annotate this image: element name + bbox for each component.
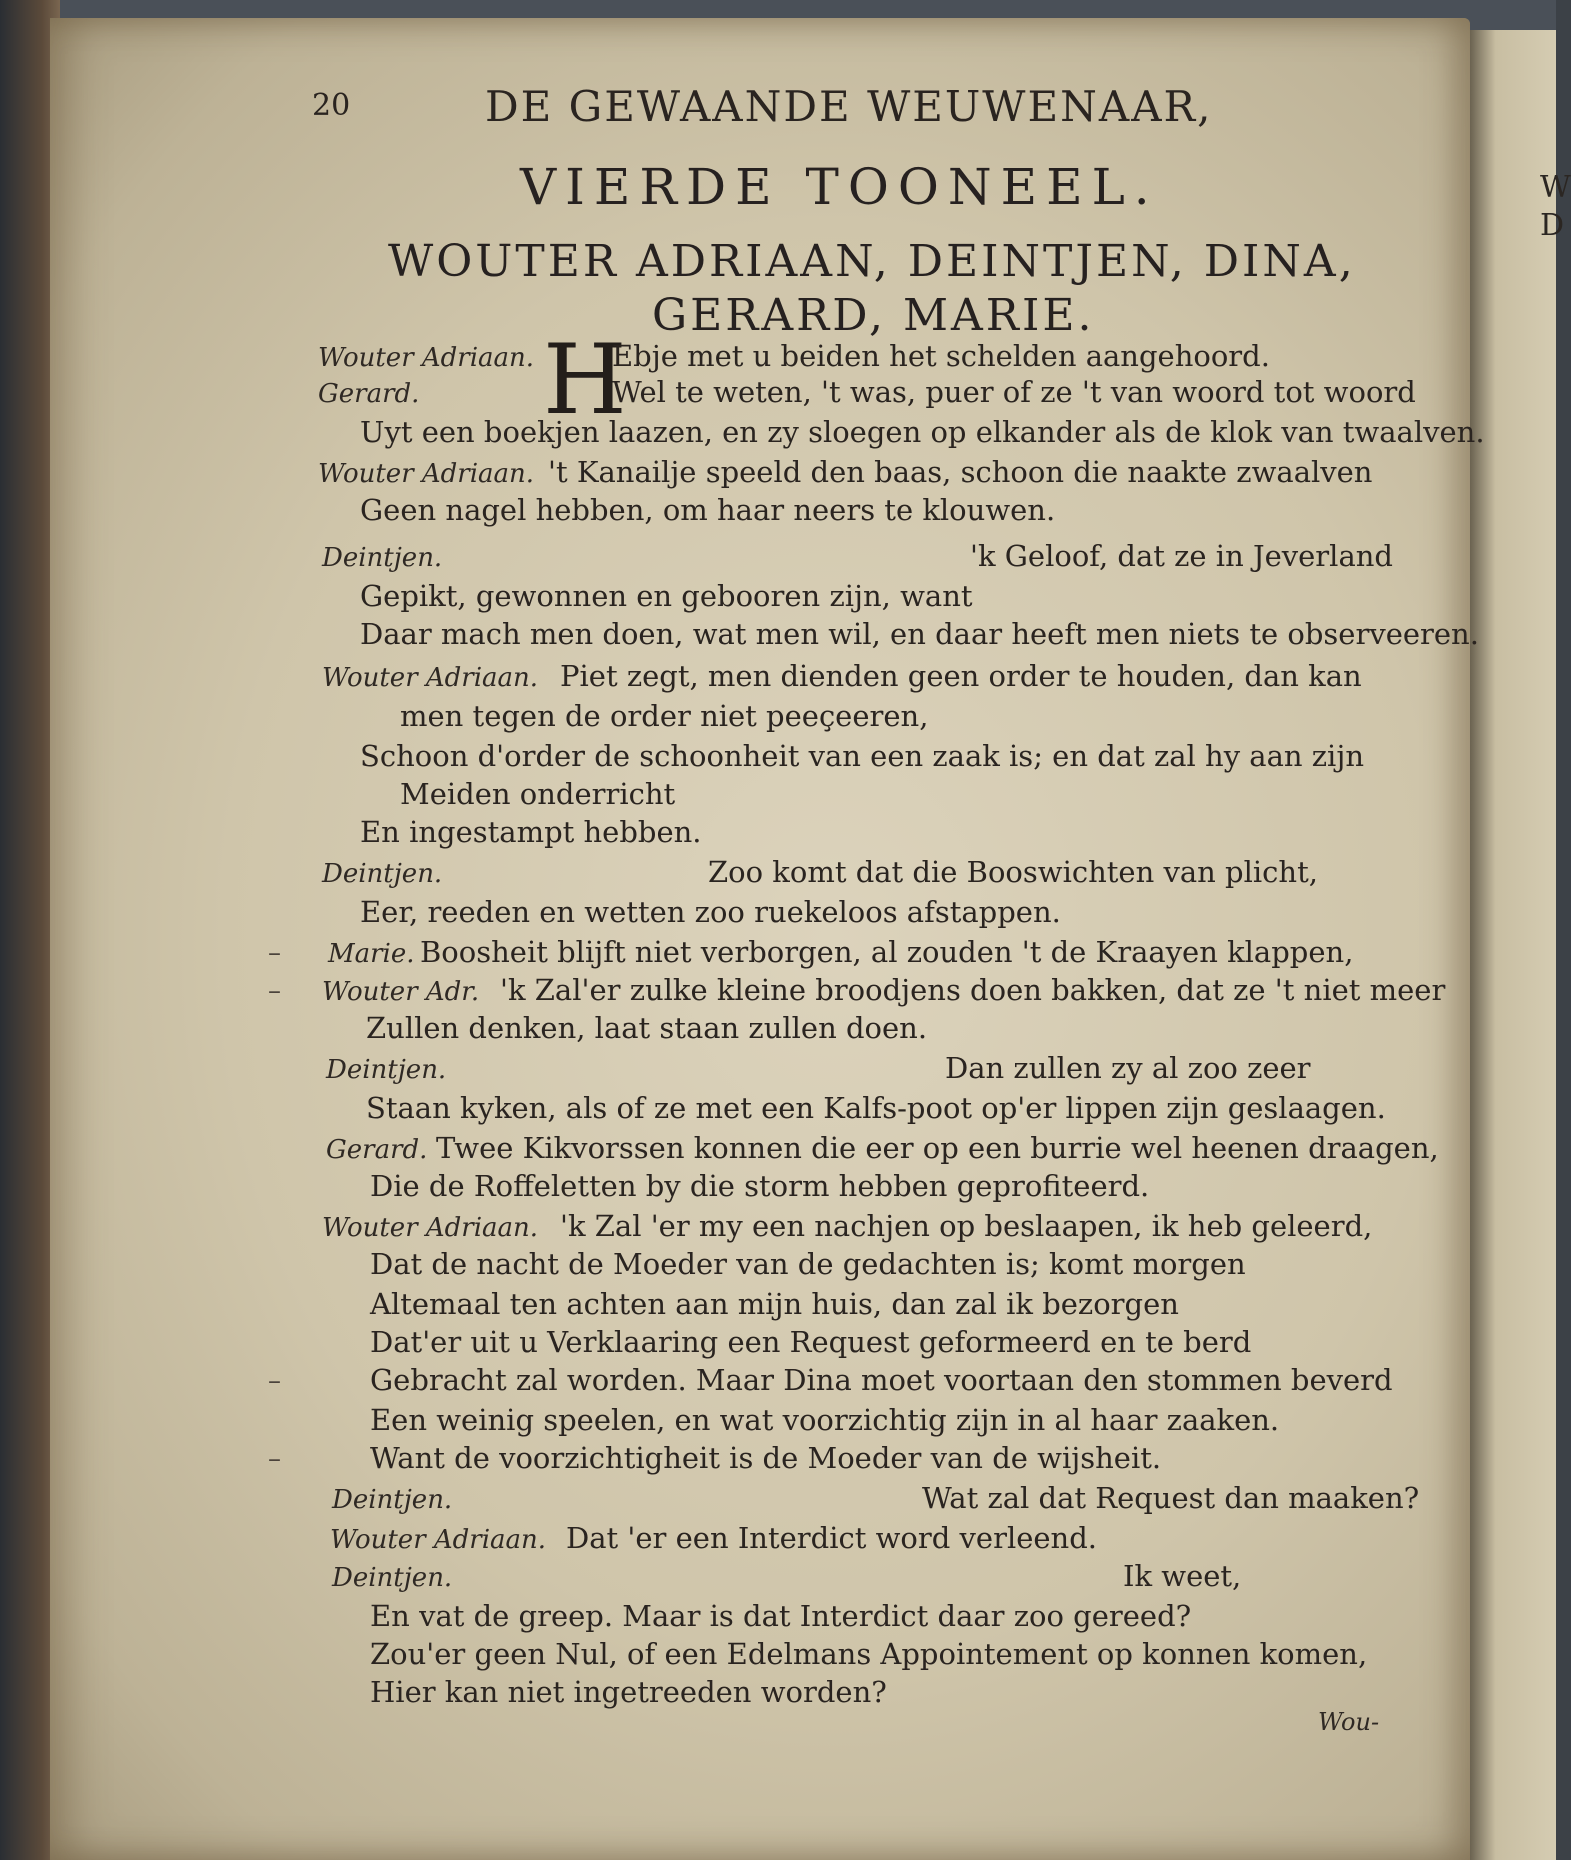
dialogue-line [318, 458, 534, 487]
dialogue-text: Piet zegt, men dienden geen order te houden, dan kan [560, 659, 1362, 693]
dialogue-text: Een weinig speelen, en wat voorzichtig zijn in al haar zaaken. [370, 1403, 1280, 1437]
dialogue-line [322, 858, 442, 887]
margin-mark: – [268, 1366, 281, 1396]
dialogue-line [318, 378, 419, 407]
dialogue-text: Uyt een boekjen laazen, en zy sloegen op elkander als de klok van twaalven. [360, 415, 1485, 449]
dialogue-text: En vat de greep. Maar is dat Interdict daar zoo gereed? [370, 1599, 1192, 1633]
dialogue-text: Wel te weten, 't was, puer of ze 't van woord tot woord [612, 375, 1416, 409]
dialogue-text: Ebje met u beiden het schelden aangehoord. [612, 339, 1270, 373]
dialogue-text: Dan zullen zy al zoo zeer [945, 1051, 1311, 1085]
dialogue-text: Dat'er uit u Verklaaring een Request geformeerd en te berd [370, 1325, 1252, 1359]
dialogue-text: men tegen de order niet peeçeeren, [400, 699, 929, 733]
speaker-name: Wouter Adriaan. [330, 1525, 547, 1555]
speaker-name: Wouter Adr. [322, 977, 480, 1007]
dialogue-line [322, 662, 538, 691]
dialogue-line [328, 938, 415, 967]
dialogue-text: Boosheit blijft niet verborgen, al zouden 't de Kraayen klappen, [420, 935, 1354, 969]
cast-list-line-1: WOUTER ADRIAAN, DEINTJEN, DINA, [388, 236, 1356, 287]
catchword: Wou- [1318, 1708, 1380, 1736]
facing-page-letter: D [1540, 208, 1565, 243]
facing-page-edge [1470, 30, 1571, 1860]
dialogue-text: Gebracht zal worden. Maar Dina moet voortaan den stommen beverd [370, 1363, 1393, 1397]
speaker-name: Deintjen. [322, 859, 443, 889]
cast-list-line-2: GERARD, MARIE. [652, 290, 1095, 341]
dialogue-line [332, 1562, 452, 1591]
margin-mark: – [268, 1444, 281, 1474]
dialogue-text: Dat 'er een Interdict word verleend. [566, 1521, 1098, 1555]
speaker-name: Deintjen. [332, 1485, 453, 1515]
dialogue-line [322, 976, 479, 1005]
speaker-name: Wouter Adriaan. [322, 663, 539, 693]
dialogue-text: Zou'er geen Nul, of een Edelmans Appointement op konnen komen, [370, 1637, 1368, 1671]
dialogue-line [326, 1054, 446, 1083]
dialogue-text: Gepikt, gewonnen en gebooren zijn, want [360, 579, 973, 613]
dialogue-text: Want de voorzichtigheit is de Moeder van de wijsheit. [370, 1441, 1162, 1475]
margin-mark: – [268, 938, 281, 968]
dialogue-text: 'k Zal'er zulke kleine broodjens doen bakken, dat ze 't niet meer [500, 973, 1446, 1007]
dialogue-text: Eer, reeden en wetten zoo ruekeloos afstappen. [360, 895, 1061, 929]
speaker-name: Deintjen. [322, 543, 443, 573]
dialogue-text: Ik weet, [1123, 1559, 1242, 1593]
dialogue-line [330, 1524, 546, 1553]
dialogue-text: Staan kyken, als of ze met een Kalfs-poot op'er lippen zijn geslaagen. [366, 1091, 1386, 1125]
dialogue-line [318, 342, 534, 371]
speaker-name: Wouter Adriaan. [318, 459, 535, 489]
facing-page-letter: W [1540, 170, 1571, 205]
running-head: DE GEWAANDE WEUWENAAR, [485, 82, 1213, 131]
dialogue-text: Altemaal ten achten aan mijn huis, dan zal ik bezorgen [370, 1287, 1179, 1321]
dialogue-line [322, 542, 442, 571]
margin-mark: – [268, 976, 281, 1006]
dialogue-line [326, 1134, 427, 1163]
dialogue-text: Daar mach men doen, wat men wil, en daar heeft men niets te observeeren. [360, 617, 1479, 651]
dialogue-text: Hier kan niet ingetreeden worden? [370, 1675, 887, 1709]
dialogue-line [332, 1484, 452, 1513]
speaker-name: Wouter Adriaan. [322, 1213, 539, 1243]
dialogue-text: Geen nagel hebben, om haar neers te klouwen. [360, 493, 1056, 527]
dialogue-text: Twee Kikvorssen konnen die eer op een burrie wel heenen draagen, [436, 1131, 1439, 1165]
dialogue-line [322, 1212, 538, 1241]
dialogue-text: Zullen denken, laat staan zullen doen. [366, 1011, 928, 1045]
dialogue-text: Schoon d'order de schoonheit van een zaak is; en dat zal hy aan zijn [360, 739, 1364, 773]
dialogue-text: 'k Geloof, dat ze in Jeverland [970, 539, 1393, 573]
dialogue-text: En ingestampt hebben. [360, 815, 702, 849]
drop-cap: H [543, 324, 627, 436]
speaker-name: Deintjen. [332, 1563, 453, 1593]
speaker-name: Gerard. [318, 379, 420, 409]
dialogue-text: Die de Roffeletten by die storm hebben geprofiteerd. [370, 1169, 1150, 1203]
speaker-name: Marie. [328, 939, 415, 969]
dialogue-text: Zoo komt dat die Booswichten van plicht, [708, 855, 1318, 889]
speaker-name: Wouter Adriaan. [318, 343, 535, 373]
dialogue-text: Meiden onderricht [400, 777, 676, 811]
page-number: 20 [312, 88, 351, 123]
dialogue-text: 't Kanailje speeld den baas, schoon die naakte zwaalven [548, 455, 1373, 489]
speaker-name: Deintjen. [326, 1055, 447, 1085]
dialogue-text: Dat de nacht de Moeder van de gedachten is; komt morgen [370, 1247, 1246, 1281]
dialogue-text: 'k Zal 'er my een nachjen op beslaapen, ik heb geleerd, [560, 1209, 1373, 1243]
dialogue-text: Wat zal dat Request dan maaken? [922, 1481, 1420, 1515]
scene-title: VIERDE TOONEEL. [520, 158, 1159, 216]
speaker-name: Gerard. [326, 1135, 428, 1165]
